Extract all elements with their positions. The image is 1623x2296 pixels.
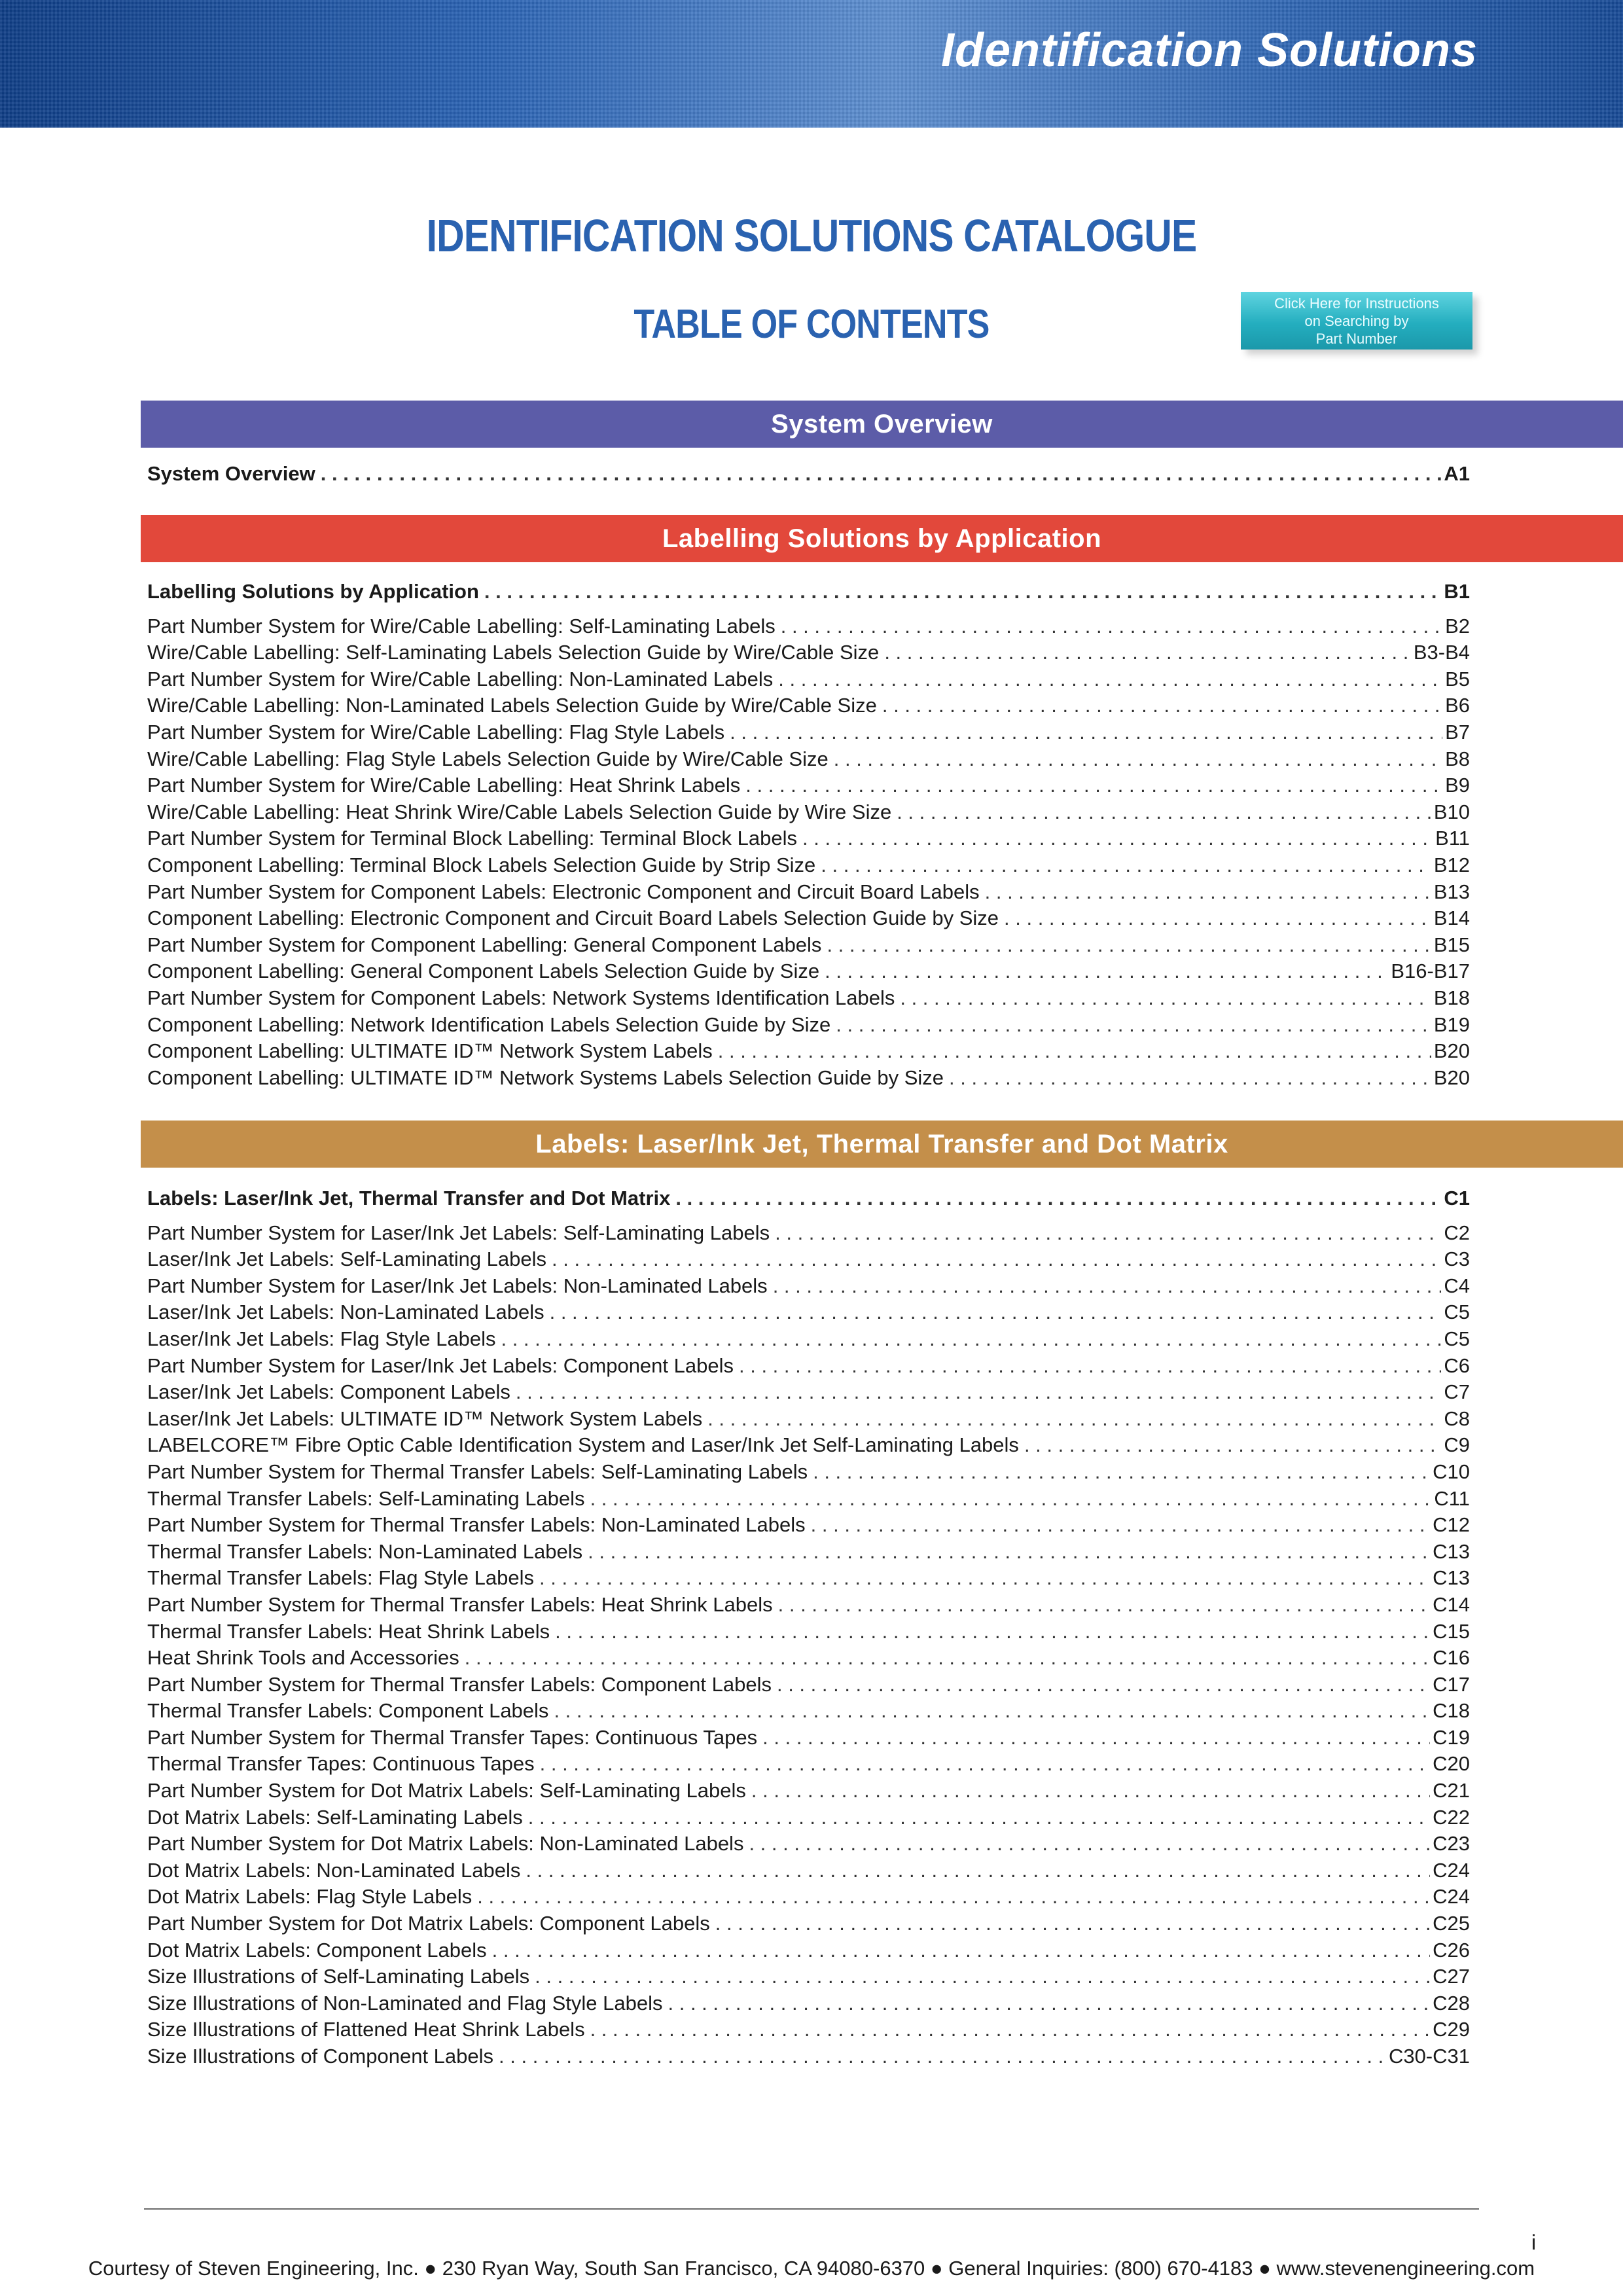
toc-entry-page: C3 — [1444, 1247, 1470, 1271]
toc-entry-page: B19 — [1433, 1013, 1470, 1036]
dot-leader — [776, 615, 1442, 638]
toc-entry-page: B9 — [1445, 774, 1470, 797]
dot-leader — [479, 580, 1441, 603]
toc-entry-title: Part Number System for Thermal Transfer Labels: Component Labels — [147, 1672, 772, 1696]
toc-entry[interactable] — [147, 1354, 1470, 1381]
toc-entry-title: Part Number System for Dot Matrix Labels: Self-Laminating Labels — [147, 1779, 746, 1803]
toc-entry-title: Laser/Ink Jet Labels: ULTIMATE ID™ Network System Labels — [147, 1407, 703, 1430]
toc-entry-page: C1 — [1444, 1187, 1470, 1210]
toc-entry-page: B5 — [1445, 667, 1470, 691]
toc-entry-title: Part Number System for Terminal Block Labelling: Terminal Block Labels — [147, 827, 797, 850]
toc-entry[interactable] — [147, 1992, 1470, 2018]
toc-entry-title: Laser/Ink Jet Labels: Component Labels — [147, 1380, 510, 1404]
toc-entry-title: LABELCORE™ Fibre Optic Cable Identification System and Laser/Ink Jet Self-Laminating Labels — [147, 1433, 1019, 1457]
toc-entry-page: C5 — [1444, 1327, 1470, 1350]
toc-entry-page: C2 — [1444, 1221, 1470, 1244]
toc-entry-page: C21 — [1433, 1779, 1470, 1803]
toc-entry[interactable] — [147, 1699, 1470, 1726]
page-subtitle: TABLE OF CONTENTS — [633, 302, 990, 347]
toc-entry-page: B14 — [1433, 906, 1470, 930]
dot-leader — [582, 1540, 1430, 1564]
toc-entry-page: C15 — [1433, 1619, 1470, 1643]
toc-entry-title: Laser/Ink Jet Labels: Self-Laminating Labels — [147, 1247, 547, 1271]
toc-entry[interactable] — [147, 1327, 1470, 1354]
toc-list-labels-printing — [147, 1187, 1470, 2072]
toc-entry-title: Part Number System for Thermal Transfer Tapes: Continuous Tapes — [147, 1725, 758, 1749]
dot-leader — [315, 462, 1442, 486]
dot-leader — [830, 1013, 1431, 1037]
toc-entry-title: Wire/Cable Labelling: Heat Shrink Wire/Cable Labels Selection Guide by Wire Size — [147, 800, 892, 823]
toc-entry-title: Dot Matrix Labels: Component Labels — [147, 1938, 487, 1962]
toc-entry-page: B12 — [1433, 853, 1470, 876]
toc-entry[interactable] — [147, 641, 1470, 668]
dot-leader — [879, 641, 1411, 664]
top-banner — [0, 0, 1623, 128]
section-header-labelling-solutions: Labelling Solutions by Application — [141, 515, 1623, 562]
toc-entry-title: Wire/Cable Labelling: Non-Laminated Labels Selection Guide by Wire/Cable Size — [147, 694, 877, 717]
toc-entry-page: C27 — [1433, 1965, 1470, 1988]
toc-entry-page: B1 — [1444, 580, 1470, 603]
toc-entry[interactable] — [147, 1965, 1470, 1992]
toc-entry-page: B11 — [1435, 827, 1470, 850]
toc-entry-page: C24 — [1433, 1885, 1470, 1909]
dot-leader — [550, 1620, 1430, 1643]
toc-entry-title: Part Number System for Wire/Cable Labelling: Self-Laminating Labels — [147, 614, 776, 637]
dot-leader — [487, 1939, 1430, 1962]
dot-leader — [891, 800, 1431, 824]
dot-leader — [743, 1832, 1430, 1856]
toc-entry-title: Thermal Transfer Labels: Flag Style Labels — [147, 1566, 534, 1590]
toc-list-system-overview — [147, 462, 1470, 489]
toc-entry-title: Labelling Solutions by Application — [147, 580, 479, 603]
toc-entry[interactable] — [147, 1221, 1470, 1248]
toc-entry-title: Thermal Transfer Labels: Self-Laminating Labels — [147, 1486, 585, 1510]
toc-entry-title: Part Number System for Wire/Cable Labelling: Heat Shrink Labels — [147, 774, 741, 797]
dot-leader — [806, 1513, 1430, 1537]
toc-entry-page: B20 — [1433, 1039, 1470, 1063]
toc-entry[interactable] — [147, 1593, 1470, 1620]
toc-entry[interactable] — [147, 986, 1470, 1013]
toc-entry-title: Size Illustrations of Non-Laminated and Flag Style Labels — [147, 1991, 663, 2015]
dot-leader — [548, 1699, 1430, 1723]
dot-leader — [980, 880, 1431, 904]
toc-entry-page: C30-C31 — [1388, 2045, 1470, 2068]
toc-entry-page: C28 — [1433, 1991, 1470, 2015]
toc-entry-page: C18 — [1433, 1699, 1470, 1723]
page-title: IDENTIFICATION SOLUTIONS CATALOGUE — [426, 210, 1197, 261]
dot-leader — [772, 1673, 1430, 1696]
dot-leader — [829, 747, 1442, 771]
toc-entry[interactable] — [147, 1407, 1470, 1434]
toc-entry-title: Size Illustrations of Self-Laminating Labels — [147, 1965, 530, 1988]
toc-entry[interactable] — [147, 668, 1470, 694]
dot-leader — [585, 2018, 1431, 2041]
toc-entry[interactable] — [147, 1039, 1470, 1066]
toc-entry-page: B8 — [1445, 747, 1470, 770]
toc-entry-title: Part Number System for Component Labelling: General Component Labels — [147, 933, 822, 956]
dot-leader — [529, 1965, 1430, 1988]
dot-leader — [523, 1806, 1430, 1829]
toc-entry[interactable] — [147, 2045, 1470, 2072]
toc-entry[interactable] — [147, 960, 1470, 986]
toc-entry-page: C23 — [1433, 1832, 1470, 1856]
toc-entry[interactable] — [147, 1066, 1470, 1093]
toc-section-entry[interactable] — [147, 580, 1470, 607]
toc-entry-page: C9 — [1444, 1433, 1470, 1457]
dot-leader — [821, 933, 1431, 957]
toc-entry[interactable] — [147, 1806, 1470, 1833]
toc-entry[interactable] — [147, 1487, 1470, 1514]
dot-leader — [773, 1593, 1430, 1617]
toc-entry[interactable] — [147, 1646, 1470, 1673]
toc-entry[interactable] — [147, 1885, 1470, 1912]
footer-contact: Courtesy of Steven Engineering, Inc. ● 230 Ryan Way, South San Francisco, CA 94080-6370 ● General Inquiries: (800) 670-4183 ● www.stevenengineering.com — [88, 2257, 1535, 2280]
toc-entry[interactable] — [147, 1832, 1470, 1859]
toc-entry[interactable] — [147, 2018, 1470, 2045]
toc-entry-page: C7 — [1444, 1380, 1470, 1404]
toc-entry-page: C24 — [1433, 1858, 1470, 1882]
toc-entry[interactable] — [147, 1673, 1470, 1700]
dot-leader — [544, 1300, 1442, 1324]
toc-entry-title: Part Number System for Dot Matrix Labels: Non-Laminated Labels — [147, 1832, 744, 1856]
toc-entry-title: Part Number System for Component Labels: Network Systems Identification Labels — [147, 986, 895, 1009]
toc-entry-page: C20 — [1433, 1752, 1470, 1776]
toc-entry-page: B3-B4 — [1413, 641, 1470, 664]
toc-entry[interactable] — [147, 774, 1470, 800]
toc-entry-page: A1 — [1444, 462, 1470, 485]
footer-divider — [144, 2208, 1479, 2210]
dot-leader — [713, 1039, 1431, 1063]
toc-entry-title: Part Number System for Wire/Cable Labelling: Flag Style Labels — [147, 720, 725, 744]
dot-leader — [877, 694, 1442, 717]
toc-entry-page: C13 — [1433, 1566, 1470, 1590]
toc-entry[interactable] — [147, 1540, 1470, 1567]
toc-entry-page: C4 — [1444, 1274, 1470, 1297]
toc-entry-title: Part Number System for Component Labels: Electronic Component and Circuit Board Labels — [147, 880, 980, 903]
toc-entry[interactable] — [147, 1380, 1470, 1407]
toc-entry-title: Heat Shrink Tools and Accessories — [147, 1646, 459, 1670]
toc-entry-title: Thermal Transfer Tapes: Continuous Tapes — [147, 1752, 535, 1776]
toc-entry-page: B6 — [1445, 694, 1470, 717]
toc-entry[interactable] — [147, 1566, 1470, 1593]
toc-entry[interactable] — [147, 747, 1470, 774]
toc-entry[interactable] — [147, 880, 1470, 907]
dot-leader — [746, 1779, 1430, 1803]
dot-leader — [815, 853, 1431, 877]
dot-leader — [819, 960, 1388, 983]
toc-entry-title: Part Number System for Wire/Cable Labelling: Non-Laminated Labels — [147, 667, 774, 691]
toc-entry[interactable] — [147, 1460, 1470, 1487]
toc-entry-title: Dot Matrix Labels: Non-Laminated Labels — [147, 1858, 521, 1882]
toc-entry[interactable] — [147, 853, 1470, 880]
toc-entry-page: C13 — [1433, 1539, 1470, 1563]
toc-entry-title: Part Number System for Laser/Ink Jet Labels: Self-Laminating Labels — [147, 1221, 770, 1244]
toc-entry-title: Component Labelling: General Component Labels Selection Guide by Size — [147, 960, 820, 983]
dot-leader — [493, 2045, 1386, 2068]
dot-leader — [808, 1460, 1430, 1484]
toc-entry[interactable] — [147, 1726, 1470, 1753]
banner-title: Identification Solutions — [941, 24, 1478, 77]
page-number: i — [1531, 2231, 1537, 2254]
dot-leader — [734, 1354, 1441, 1378]
toc-entry[interactable] — [147, 1859, 1470, 1886]
toc-entry[interactable] — [147, 1247, 1470, 1274]
toc-entry[interactable] — [147, 1274, 1470, 1301]
toc-entry-page: C5 — [1444, 1300, 1470, 1324]
toc-section-entry[interactable] — [147, 462, 1470, 489]
dot-leader — [535, 1752, 1431, 1776]
toc-entry[interactable] — [147, 721, 1470, 747]
toc-entry-title: Wire/Cable Labelling: Flag Style Labels Selection Guide by Wire/Cable Size — [147, 747, 829, 770]
toc-entry-page: B16-B17 — [1391, 960, 1470, 983]
toc-entry[interactable] — [147, 1912, 1470, 1939]
toc-entry-title: Laser/Ink Jet Labels: Non-Laminated Labels — [147, 1300, 544, 1324]
toc-entry[interactable] — [147, 800, 1470, 827]
toc-entry-title: Component Labelling: Network Identification Labels Selection Guide by Size — [147, 1013, 831, 1036]
toc-entry-title: Dot Matrix Labels: Self-Laminating Labels — [147, 1805, 523, 1829]
toc-entry-page: C26 — [1433, 1938, 1470, 1962]
toc-entry-title: Part Number System for Dot Matrix Labels: Component Labels — [147, 1912, 710, 1935]
toc-entry-page: B10 — [1433, 800, 1470, 823]
dot-leader — [702, 1407, 1441, 1431]
dot-leader — [797, 827, 1433, 850]
toc-entry[interactable] — [147, 1513, 1470, 1540]
toc-entry[interactable] — [147, 1013, 1470, 1040]
toc-entry-title: Labels: Laser/Ink Jet, Thermal Transfer and Dot Matrix — [147, 1187, 671, 1210]
dot-leader — [534, 1566, 1430, 1590]
dot-leader — [510, 1380, 1441, 1404]
toc-entry-page: B20 — [1433, 1066, 1470, 1089]
dot-leader — [757, 1726, 1430, 1749]
toc-entry-title: Part Number System for Thermal Transfer Labels: Heat Shrink Labels — [147, 1592, 773, 1616]
toc-entry-title: Part Number System for Thermal Transfer Labels: Self-Laminating Labels — [147, 1460, 808, 1483]
dot-leader — [710, 1912, 1430, 1935]
toc-entry[interactable] — [147, 1300, 1470, 1327]
toc-entry-title: Thermal Transfer Labels: Heat Shrink Labels — [147, 1619, 550, 1643]
toc-entry[interactable] — [147, 906, 1470, 933]
dot-leader — [585, 1487, 1432, 1511]
dot-leader — [999, 906, 1431, 930]
toc-entry-title: System Overview — [147, 462, 315, 485]
dot-leader — [944, 1066, 1431, 1090]
dot-leader — [472, 1885, 1430, 1909]
dot-leader — [768, 1274, 1442, 1298]
toc-entry-title: Thermal Transfer Labels: Non-Laminated Labels — [147, 1539, 583, 1563]
section-header-system-overview: System Overview — [141, 401, 1623, 448]
toc-entry[interactable] — [147, 615, 1470, 641]
dot-leader — [520, 1859, 1430, 1882]
toc-entry-page: C10 — [1433, 1460, 1470, 1483]
dot-leader — [663, 1992, 1431, 2015]
toc-entry-title: Size Illustrations of Flattened Heat Shrink Labels — [147, 2018, 585, 2041]
toc-entry-title: Component Labelling: Terminal Block Labels Selection Guide by Strip Size — [147, 853, 816, 876]
toc-entry-page: C16 — [1433, 1646, 1470, 1670]
toc-section-entry[interactable] — [147, 1187, 1470, 1213]
toc-entry[interactable] — [147, 1433, 1470, 1460]
search-instructions-button[interactable]: Click Here for Instructions on Searching by Part Number — [1241, 292, 1472, 350]
toc-entry-page: C6 — [1444, 1354, 1470, 1377]
toc-entry-page: C25 — [1433, 1912, 1470, 1935]
toc-entry-page: C17 — [1433, 1672, 1470, 1696]
toc-entry-page: B15 — [1433, 933, 1470, 956]
toc-entry-title: Part Number System for Laser/Ink Jet Labels: Non-Laminated Labels — [147, 1274, 768, 1297]
dot-leader — [670, 1187, 1441, 1210]
dot-leader — [546, 1247, 1441, 1271]
toc-entry-page: B18 — [1433, 986, 1470, 1009]
dot-leader — [724, 721, 1442, 744]
toc-entry-title: Component Labelling: ULTIMATE ID™ Network Systems Labels Selection Guide by Size — [147, 1066, 944, 1089]
toc-entry[interactable] — [147, 1620, 1470, 1647]
dot-leader — [770, 1221, 1441, 1245]
toc-entry-page: B7 — [1445, 720, 1470, 744]
toc-entry-title: Part Number System for Thermal Transfer Labels: Non-Laminated Labels — [147, 1513, 806, 1537]
toc-entry[interactable] — [147, 933, 1470, 960]
toc-entry[interactable] — [147, 1939, 1470, 1965]
toc-entry-page: C12 — [1433, 1513, 1470, 1537]
dot-leader — [459, 1646, 1430, 1670]
toc-entry-page: B2 — [1445, 614, 1470, 637]
toc-entry-title: Dot Matrix Labels: Flag Style Labels — [147, 1885, 473, 1909]
toc-entry[interactable] — [147, 1779, 1470, 1806]
toc-entry-title: Laser/Ink Jet Labels: Flag Style Labels — [147, 1327, 496, 1350]
section-header-labels-printing: Labels: Laser/Ink Jet, Thermal Transfer and Dot Matrix — [141, 1121, 1623, 1168]
toc-entry-title: Component Labelling: ULTIMATE ID™ Network System Labels — [147, 1039, 713, 1063]
dot-leader — [1019, 1433, 1441, 1457]
toc-entry-title: Thermal Transfer Labels: Component Labels — [147, 1699, 549, 1723]
toc-entry-title: Wire/Cable Labelling: Self-Laminating Labels Selection Guide by Wire/Cable Size — [147, 641, 880, 664]
toc-entry-title: Size Illustrations of Component Labels — [147, 2045, 494, 2068]
dot-leader — [773, 668, 1442, 691]
toc-list-labelling-solutions — [147, 580, 1470, 1092]
toc-entry-title: Part Number System for Laser/Ink Jet Labels: Component Labels — [147, 1354, 734, 1377]
toc-entry-page: C14 — [1433, 1592, 1470, 1616]
dot-leader — [495, 1327, 1441, 1351]
toc-entry[interactable] — [147, 827, 1470, 853]
toc-entry-page: B13 — [1433, 880, 1470, 903]
toc-entry-page: C22 — [1433, 1805, 1470, 1829]
toc-entry-title: Component Labelling: Electronic Component and Circuit Board Labels Selection Guide by Size — [147, 906, 999, 930]
dot-leader — [895, 986, 1431, 1010]
toc-entry[interactable] — [147, 1752, 1470, 1779]
toc-entry-page: C19 — [1433, 1725, 1470, 1749]
toc-entry-page: C29 — [1433, 2018, 1470, 2041]
toc-entry-page: C8 — [1444, 1407, 1470, 1430]
toc-entry[interactable] — [147, 694, 1470, 721]
dot-leader — [740, 774, 1442, 797]
toc-entry-page: C11 — [1434, 1486, 1470, 1510]
